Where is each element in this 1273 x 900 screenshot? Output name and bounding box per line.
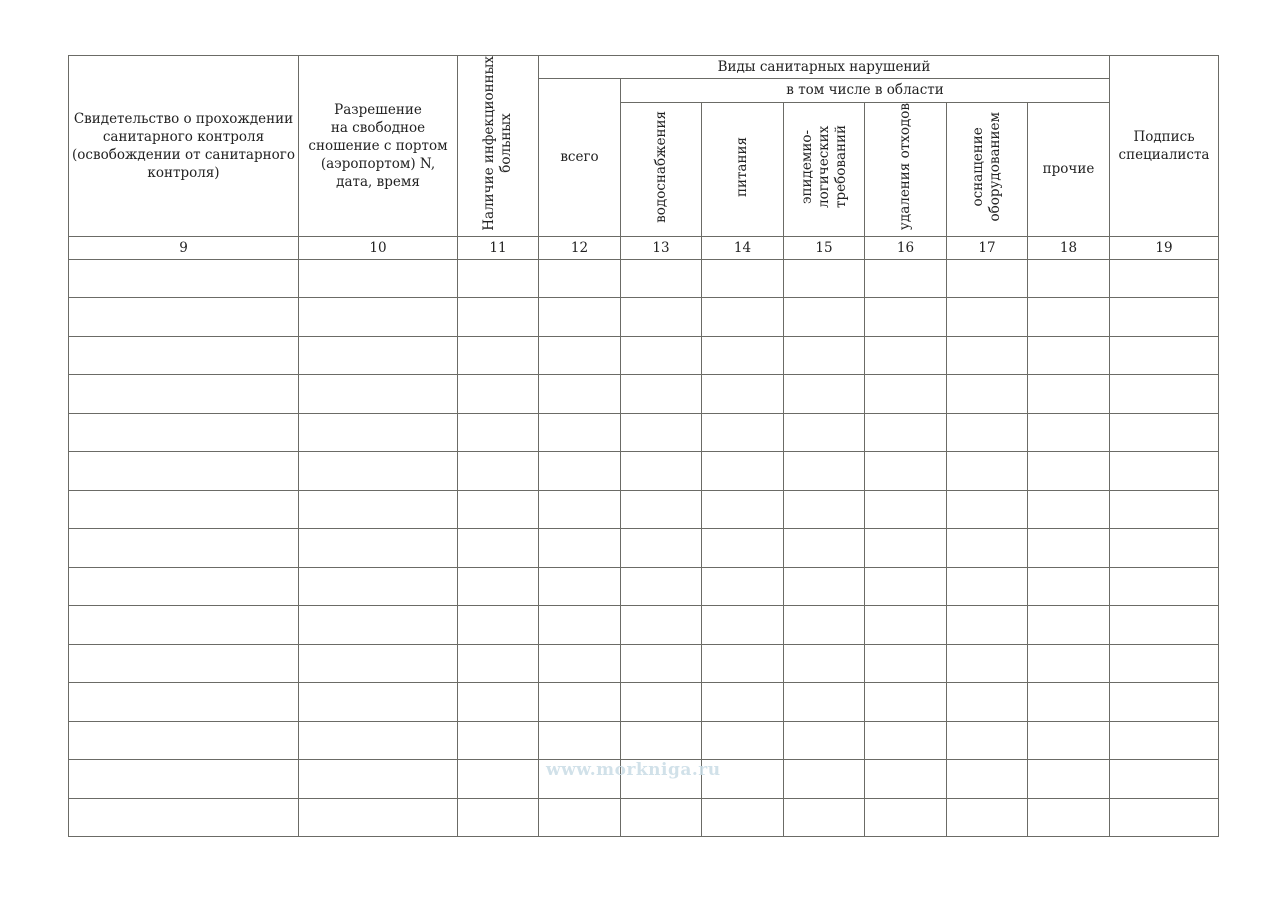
table-cell[interactable] xyxy=(865,298,947,337)
table-cell[interactable] xyxy=(539,798,621,837)
table-cell[interactable] xyxy=(947,683,1028,722)
table-row xyxy=(69,259,1219,298)
header-water-supply-text: водоснабжения xyxy=(652,110,669,223)
table-cell[interactable] xyxy=(1110,567,1219,606)
table-cell[interactable] xyxy=(299,721,458,760)
column-number: 19 xyxy=(1110,236,1219,259)
header-signature-text: Подпись специалиста xyxy=(1118,128,1210,163)
header-epidemiological xyxy=(784,102,865,236)
table-cell[interactable] xyxy=(1028,298,1110,337)
table-cell[interactable] xyxy=(947,529,1028,568)
table-cell[interactable] xyxy=(702,567,784,606)
table-cell[interactable] xyxy=(865,375,947,414)
table-cell[interactable] xyxy=(784,567,865,606)
table-cell[interactable] xyxy=(865,452,947,491)
table-cell[interactable] xyxy=(1110,336,1219,375)
table-cell[interactable] xyxy=(539,298,621,337)
table-cell[interactable] xyxy=(1028,721,1110,760)
table-cell[interactable] xyxy=(539,490,621,529)
table-cell[interactable] xyxy=(458,644,539,683)
column-number: 12 xyxy=(539,236,621,259)
table-cell[interactable] xyxy=(299,798,458,837)
header-certificate xyxy=(69,56,299,237)
table-cell[interactable] xyxy=(69,721,299,760)
table-cell[interactable] xyxy=(458,606,539,645)
table-cell[interactable] xyxy=(539,721,621,760)
table-cell[interactable] xyxy=(1028,490,1110,529)
table-cell[interactable] xyxy=(702,259,784,298)
header-epidemiological-text: эпидемио- логических требований xyxy=(798,125,849,209)
table-cell[interactable] xyxy=(702,606,784,645)
table-cell[interactable] xyxy=(1028,798,1110,837)
table-cell[interactable] xyxy=(947,760,1028,799)
table-cell[interactable] xyxy=(1110,452,1219,491)
table-cell[interactable] xyxy=(69,413,299,452)
header-certificate-text: Свидетельство о прохождении санитарного контроля (освобождении от санитарного контроля) xyxy=(72,110,295,181)
table-cell[interactable] xyxy=(702,644,784,683)
table-cell[interactable] xyxy=(947,375,1028,414)
column-number: 18 xyxy=(1028,236,1110,259)
table-cell[interactable] xyxy=(1110,298,1219,337)
table-cell[interactable] xyxy=(539,644,621,683)
table-cell[interactable] xyxy=(865,644,947,683)
table-cell[interactable] xyxy=(865,760,947,799)
table-row xyxy=(69,452,1219,491)
table-cell[interactable] xyxy=(1110,259,1219,298)
header-other xyxy=(1028,102,1110,236)
table-cell[interactable] xyxy=(702,413,784,452)
table-cell[interactable] xyxy=(865,413,947,452)
table-cell[interactable] xyxy=(1110,413,1219,452)
table-cell[interactable] xyxy=(947,298,1028,337)
table-cell[interactable] xyxy=(539,683,621,722)
table-cell[interactable] xyxy=(865,259,947,298)
table-cell[interactable] xyxy=(621,644,702,683)
table-cell[interactable] xyxy=(69,798,299,837)
table-cell[interactable] xyxy=(621,490,702,529)
table-cell[interactable] xyxy=(784,644,865,683)
table-cell[interactable] xyxy=(621,606,702,645)
table-cell[interactable] xyxy=(299,336,458,375)
table-row xyxy=(69,721,1219,760)
header-total xyxy=(539,79,621,237)
table-cell[interactable] xyxy=(865,798,947,837)
column-number: 13 xyxy=(621,236,702,259)
table-cell[interactable] xyxy=(539,529,621,568)
table-cell[interactable] xyxy=(458,490,539,529)
table-cell[interactable] xyxy=(539,259,621,298)
table-cell[interactable] xyxy=(69,490,299,529)
table-row xyxy=(69,644,1219,683)
table-cell[interactable] xyxy=(1110,606,1219,645)
header-permit-text: Разрешение на свободное сношение с портом (аэропортом) N, дата, время xyxy=(308,101,448,190)
table-cell[interactable] xyxy=(299,375,458,414)
table-cell[interactable] xyxy=(299,644,458,683)
table-cell[interactable] xyxy=(1110,683,1219,722)
table-cell[interactable] xyxy=(1028,375,1110,414)
table-cell[interactable] xyxy=(69,336,299,375)
table-cell[interactable] xyxy=(69,298,299,337)
table-cell[interactable] xyxy=(947,567,1028,606)
header-including-group-text: в том числе в области xyxy=(786,82,944,99)
table-cell[interactable] xyxy=(458,298,539,337)
table-cell[interactable] xyxy=(1028,567,1110,606)
table-cell[interactable] xyxy=(702,798,784,837)
table-cell[interactable] xyxy=(69,452,299,491)
table-cell[interactable] xyxy=(1110,529,1219,568)
table-cell[interactable] xyxy=(865,606,947,645)
table-cell[interactable] xyxy=(1028,259,1110,298)
table-cell[interactable] xyxy=(1110,798,1219,837)
header-food xyxy=(702,102,784,236)
table-cell[interactable] xyxy=(458,529,539,568)
table-row xyxy=(69,606,1219,645)
table-cell[interactable] xyxy=(784,760,865,799)
table-cell[interactable] xyxy=(299,683,458,722)
header-violations-group-text: Виды санитарных нарушений xyxy=(717,59,931,75)
journal-table xyxy=(68,55,1219,837)
table-cell[interactable] xyxy=(621,375,702,414)
table-cell[interactable] xyxy=(784,798,865,837)
table-cell[interactable] xyxy=(947,490,1028,529)
header-other-text: прочие xyxy=(1042,161,1095,178)
header-waste xyxy=(865,102,947,236)
table-cell[interactable] xyxy=(1028,529,1110,568)
table-cell[interactable] xyxy=(1110,375,1219,414)
column-number: 14 xyxy=(702,236,784,259)
table-cell[interactable] xyxy=(299,529,458,568)
table-cell[interactable] xyxy=(702,336,784,375)
table-cell[interactable] xyxy=(621,721,702,760)
table-cell[interactable] xyxy=(621,413,702,452)
header-equipment-text: оснащение оборудованием xyxy=(970,111,1003,222)
table-cell[interactable] xyxy=(784,336,865,375)
table-cell[interactable] xyxy=(621,452,702,491)
table-cell[interactable] xyxy=(702,529,784,568)
table-cell[interactable] xyxy=(299,413,458,452)
table-cell[interactable] xyxy=(702,721,784,760)
table-row xyxy=(69,413,1219,452)
table-cell[interactable] xyxy=(947,336,1028,375)
table-cell[interactable] xyxy=(865,490,947,529)
table-cell[interactable] xyxy=(621,567,702,606)
table-row xyxy=(69,683,1219,722)
table-cell[interactable] xyxy=(1028,452,1110,491)
table-cell[interactable] xyxy=(299,760,458,799)
table-cell[interactable] xyxy=(702,683,784,722)
table-cell[interactable] xyxy=(458,683,539,722)
table-cell[interactable] xyxy=(458,452,539,491)
table-cell[interactable] xyxy=(947,606,1028,645)
table-cell[interactable] xyxy=(865,529,947,568)
header-infectious xyxy=(458,56,539,237)
table-cell[interactable] xyxy=(784,529,865,568)
table-cell[interactable] xyxy=(69,683,299,722)
table-cell[interactable] xyxy=(947,644,1028,683)
table-cell[interactable] xyxy=(69,760,299,799)
table-cell[interactable] xyxy=(458,413,539,452)
table-cell[interactable] xyxy=(865,683,947,722)
table-cell[interactable] xyxy=(458,375,539,414)
header-infectious-text: Наличие инфекционных больных xyxy=(481,56,514,231)
table-cell[interactable] xyxy=(621,336,702,375)
table-cell[interactable] xyxy=(947,721,1028,760)
header-water-supply xyxy=(621,102,702,236)
column-number-row xyxy=(69,236,1219,259)
table-cell[interactable] xyxy=(539,413,621,452)
table-cell[interactable] xyxy=(539,375,621,414)
column-number: 10 xyxy=(299,236,458,259)
table-cell[interactable] xyxy=(784,375,865,414)
header-waste-text: удаления отходов xyxy=(897,103,913,231)
table-cell[interactable] xyxy=(458,798,539,837)
table-cell[interactable] xyxy=(69,375,299,414)
table-cell[interactable] xyxy=(621,683,702,722)
table-cell[interactable] xyxy=(299,490,458,529)
table-cell[interactable] xyxy=(1110,490,1219,529)
table-cell[interactable] xyxy=(539,336,621,375)
table-cell[interactable] xyxy=(299,298,458,337)
table-cell[interactable] xyxy=(458,336,539,375)
table-cell[interactable] xyxy=(69,259,299,298)
table-cell[interactable] xyxy=(702,490,784,529)
table-cell[interactable] xyxy=(702,452,784,491)
table-cell[interactable] xyxy=(1028,606,1110,645)
table-cell[interactable] xyxy=(1028,644,1110,683)
table-cell[interactable] xyxy=(1110,644,1219,683)
table-cell[interactable] xyxy=(458,259,539,298)
table-row xyxy=(69,490,1219,529)
table-cell[interactable] xyxy=(539,452,621,491)
table-cell[interactable] xyxy=(69,567,299,606)
header-total-text: всего xyxy=(560,149,599,166)
column-number: 16 xyxy=(865,236,947,259)
table-cell[interactable] xyxy=(784,259,865,298)
header-equipment xyxy=(947,102,1028,236)
table-cell[interactable] xyxy=(299,259,458,298)
table-cell[interactable] xyxy=(784,298,865,337)
table-cell[interactable] xyxy=(865,336,947,375)
table-cell[interactable] xyxy=(458,760,539,799)
table-cell[interactable] xyxy=(1028,683,1110,722)
table-cell[interactable] xyxy=(947,798,1028,837)
table-cell[interactable] xyxy=(621,798,702,837)
table-cell[interactable] xyxy=(702,375,784,414)
table-row xyxy=(69,798,1219,837)
table-cell[interactable] xyxy=(947,452,1028,491)
table-cell[interactable] xyxy=(784,683,865,722)
table-cell[interactable] xyxy=(69,529,299,568)
table-row xyxy=(69,336,1219,375)
table-cell[interactable] xyxy=(784,721,865,760)
watermark: www.morkniga.ru xyxy=(546,760,721,780)
table-row xyxy=(69,298,1219,337)
header-signature xyxy=(1110,56,1219,237)
table-cell[interactable] xyxy=(621,298,702,337)
table-cell[interactable] xyxy=(784,452,865,491)
table-cell[interactable] xyxy=(784,413,865,452)
table-cell[interactable] xyxy=(865,721,947,760)
table-cell[interactable] xyxy=(621,529,702,568)
table-cell[interactable] xyxy=(1110,721,1219,760)
header-violations-group xyxy=(539,56,1110,79)
table-cell[interactable] xyxy=(784,490,865,529)
table-row xyxy=(69,375,1219,414)
header-including-group xyxy=(621,79,1110,103)
header-food-text: питания xyxy=(734,136,750,197)
table-cell[interactable] xyxy=(784,606,865,645)
table-cell[interactable] xyxy=(299,567,458,606)
table-row xyxy=(69,567,1219,606)
table-cell[interactable] xyxy=(621,259,702,298)
column-number: 15 xyxy=(784,236,865,259)
table-cell[interactable] xyxy=(1028,760,1110,799)
table-cell[interactable] xyxy=(1028,413,1110,452)
table-cell[interactable] xyxy=(299,452,458,491)
table-cell[interactable] xyxy=(702,298,784,337)
table-cell[interactable] xyxy=(1110,760,1219,799)
table-row xyxy=(69,529,1219,568)
table-cell[interactable] xyxy=(539,606,621,645)
column-number: 17 xyxy=(947,236,1028,259)
header-permit xyxy=(299,56,458,237)
table-cell[interactable] xyxy=(458,721,539,760)
column-number: 11 xyxy=(458,236,539,259)
table-cell[interactable] xyxy=(69,644,299,683)
table-cell[interactable] xyxy=(539,567,621,606)
table-cell[interactable] xyxy=(69,606,299,645)
table-cell[interactable] xyxy=(299,606,458,645)
column-number: 9 xyxy=(69,236,299,259)
table-cell[interactable] xyxy=(947,413,1028,452)
table-cell[interactable] xyxy=(458,567,539,606)
table-cell[interactable] xyxy=(947,259,1028,298)
table-cell[interactable] xyxy=(865,567,947,606)
table-cell[interactable] xyxy=(1028,336,1110,375)
